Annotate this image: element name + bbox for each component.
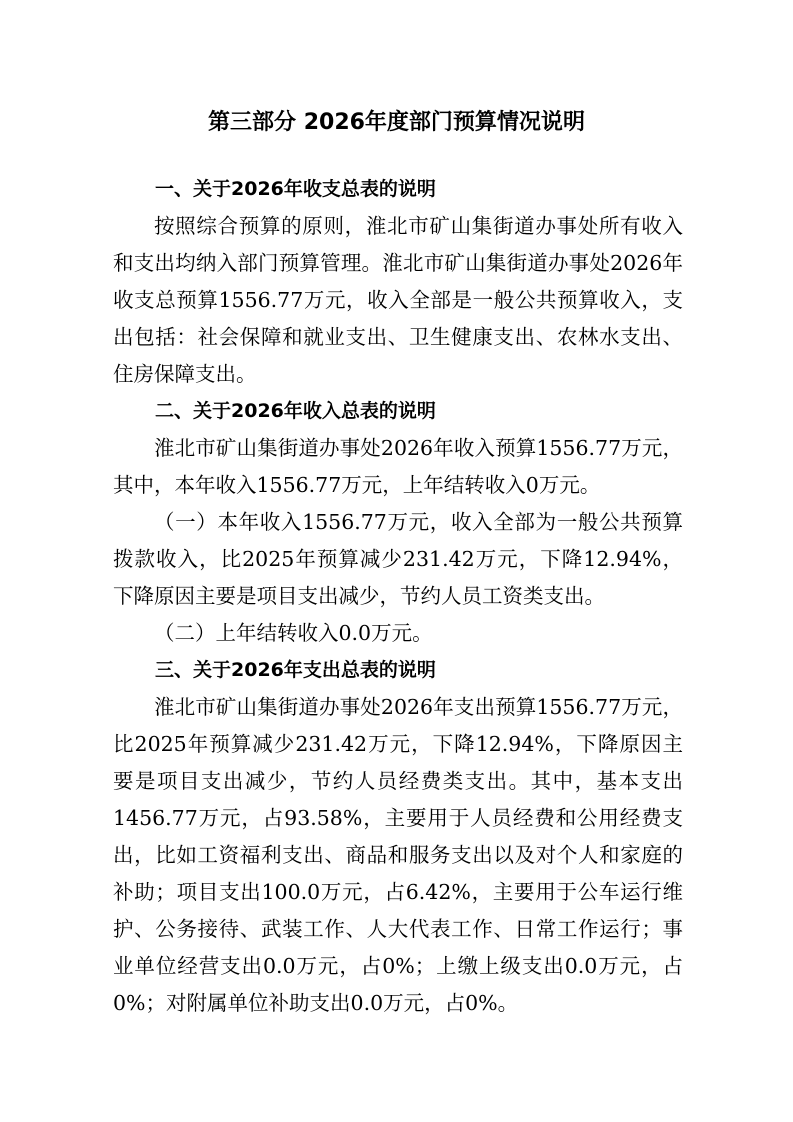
paragraph: 淮北市矿山集街道办事处2026年收入预算1556.77万元，其中，本年收入1556.77万元，上年结转收入0万元。 bbox=[113, 436, 683, 497]
section-heading: 一、关于2026年收支总表的说明 bbox=[155, 178, 436, 200]
section-income-summary bbox=[113, 393, 683, 652]
section-heading: 二、关于2026年收入总表的说明 bbox=[155, 400, 436, 422]
document-body bbox=[113, 171, 683, 1022]
page-title: 第三部分 2026年度部门预算情况说明 bbox=[208, 110, 585, 135]
section-heading: 三、关于2026年支出总表的说明 bbox=[155, 659, 436, 681]
paragraph: （二）上年结转收入0.0万元。 bbox=[154, 621, 433, 645]
paragraph: 淮北市矿山集街道办事处2026年支出预算1556.77万元，比2025年预算减少231.42万元，下降12.94%，下降原因主要是项目支出减少，节约人员经费类支出。其中，基本支出1456.77万元，占93.58%，主要用于人员经费和公用经费支出，比如工资福利支出、商品和服务支出以及对个人和家庭的补助；项目支出100.0万元，占6.42%，主要用于公车运行维护、公务接待、武装工作、人大代表工作、日常工作运行；事业单位经营支出0.0万元，占0%；上缴上级支出0.0万元，占0%；对附属单位补助支出0.0万元，占0%。 bbox=[113, 695, 683, 1015]
section-income-expenditure-summary bbox=[113, 171, 683, 393]
section-expenditure-summary bbox=[113, 652, 683, 1022]
paragraph: （一）本年收入1556.77万元，收入全部为一般公共预算拨款收入，比2025年预算减少231.42万元，下降12.94%，下降原因主要是项目支出减少，节约人员工资类支出。 bbox=[113, 510, 683, 608]
paragraph: 按照综合预算的原则，淮北市矿山集街道办事处所有收入和支出均纳入部门预算管理。淮北市矿山集街道办事处2026年收支总预算1556.77万元，收入全部是一般公共预算收入，支出包括：社会保障和就业支出、卫生健康支出、农林水支出、住房保障支出。 bbox=[113, 214, 683, 386]
